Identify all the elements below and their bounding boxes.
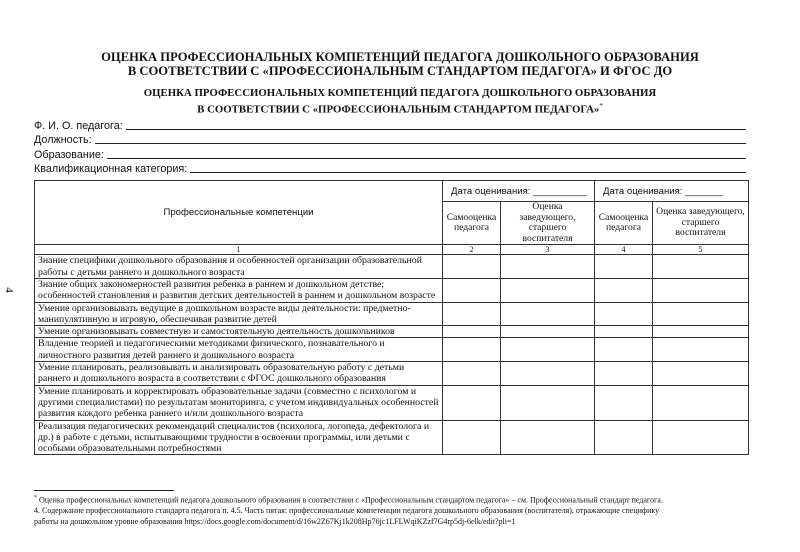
date-header-1[interactable]: Дата оценивания: __________: [443, 181, 595, 202]
score-cell[interactable]: [443, 278, 501, 302]
score-cell[interactable]: [501, 302, 595, 326]
page-number: 4: [2, 287, 15, 293]
subtitle-line-text: В СООТВЕТСТВИИ С «ПРОФЕССИОНАЛЬНЫМ СТАНДАРТОМ ПЕДАГОГА»: [197, 103, 600, 116]
column-number: 4: [595, 245, 653, 255]
table-row: [35, 326, 749, 338]
competency-text: Умение организовывать ведущие в дошкольном возрасте виды деятельности: предметно-манипулятивную и игровую, обеспечивая развитие детей: [35, 302, 443, 326]
head-assessment-header: Оценка заведующего, старшего воспитателя: [501, 202, 595, 245]
document-subtitle: [0, 87, 800, 116]
head-assessment-header: Оценка заведующего, старшего воспитателя: [653, 202, 749, 245]
score-cell[interactable]: [653, 255, 749, 279]
subtitle-line: [0, 100, 800, 116]
footnote-mark: *: [599, 101, 603, 110]
score-cell[interactable]: [443, 326, 501, 338]
footnote-separator: [34, 490, 174, 491]
footnote-link[interactable]: работы на дошкольном уровне образования https://docs.google.com/document/d/16w2Z67Kj1k208Hp76jc1LFLWqiKZzf7G4rp5dj-6elk/edit?pli=1: [34, 516, 516, 526]
score-cell[interactable]: [501, 420, 595, 455]
score-cell[interactable]: [501, 278, 595, 302]
column-number: 3: [501, 245, 595, 255]
score-cell[interactable]: [595, 385, 653, 420]
category-line[interactable]: [190, 172, 746, 173]
footnote-mark: *: [34, 495, 37, 501]
education-field[interactable]: [34, 146, 746, 161]
score-cell[interactable]: [443, 385, 501, 420]
competency-text: Знание специфики дошкольного образования и особенностей организации образовательной работы с детьми раннего и дошкольного возраста: [35, 255, 443, 279]
competency-text: Реализация педагогических рекомендаций специалистов (психолога, логопеда, дефектолога и др.) в работе с детьми, испытывающими трудности в освоении программы, или детьми с особыми образовательными потребностями: [35, 420, 443, 455]
table-row: [35, 362, 749, 386]
title-line: В СООТВЕТСТВИИ С «ПРОФЕССИОНАЛЬНЫМ СТАНДАРТОМ ПЕДАГОГА» И ФГОС ДО: [127, 64, 673, 78]
score-cell[interactable]: [653, 278, 749, 302]
score-cell[interactable]: [653, 362, 749, 386]
position-field[interactable]: [34, 132, 746, 147]
score-cell[interactable]: [443, 338, 501, 362]
score-cell[interactable]: [595, 255, 653, 279]
footnote: [34, 493, 746, 527]
score-cell[interactable]: [443, 420, 501, 455]
score-cell[interactable]: [443, 362, 501, 386]
competency-table: [34, 180, 749, 455]
fio-label: Ф. И. О. педагога:: [34, 119, 123, 132]
table-row: [35, 385, 749, 420]
score-cell[interactable]: [501, 338, 595, 362]
table-header-row: [35, 181, 749, 202]
score-cell[interactable]: [653, 420, 749, 455]
column-number: 5: [653, 245, 749, 255]
teacher-info-fields: [34, 117, 746, 175]
table-row: [35, 420, 749, 455]
self-assessment-header: Самооценка педагога: [443, 202, 501, 245]
competency-text: Умение планировать и корректировать образовательные задачи (совместно с психологом и другими специалистами) по результатам мониторинга, с учетом индивидуальных особенностей развития каждого ребенка раннего и/или дошкольного возраста: [35, 385, 443, 420]
score-cell[interactable]: [443, 255, 501, 279]
score-cell[interactable]: [595, 338, 653, 362]
column-number: 2: [443, 245, 501, 255]
fio-line[interactable]: [126, 129, 746, 130]
category-label: Квалификационная категория:: [34, 163, 188, 175]
score-cell[interactable]: [595, 302, 653, 326]
document-title: [0, 50, 800, 78]
score-cell[interactable]: [501, 362, 595, 386]
score-cell[interactable]: [501, 326, 595, 338]
fio-field[interactable]: [34, 117, 746, 132]
score-cell[interactable]: [653, 326, 749, 338]
footnote-line-1: [34, 493, 746, 506]
competency-text: Владение теорией и педагогическими методиками физического, познавательного и личностного развития детей раннего и дошкольного возраста: [35, 338, 443, 362]
score-cell[interactable]: [501, 385, 595, 420]
education-label: Образование:: [34, 148, 104, 161]
score-cell[interactable]: [653, 302, 749, 326]
subtitle-line: ОЦЕНКА ПРОФЕССИОНАЛЬНЫХ КОМПЕТЕНЦИЙ ПЕДАГОГА ДОШКОЛЬНОГО ОБРАЗОВАНИЯ: [143, 87, 657, 99]
category-field[interactable]: [34, 161, 746, 176]
column-number: 1: [35, 245, 443, 255]
competency-text: Умение организовывать совместную и самостоятельную деятельность дошкольников: [35, 326, 443, 338]
score-cell[interactable]: [501, 255, 595, 279]
education-line[interactable]: [107, 158, 746, 159]
table-row: [35, 338, 749, 362]
footnote-line-2: 4. Содержание профессионального стандарта педагога п. 4.5. Часть пятая: профессиональные компетенции педагога дошкольного образования (воспитателя), отражающие специфику: [34, 506, 660, 516]
score-cell[interactable]: [443, 302, 501, 326]
competency-text: Знание общих закономерностей развития ребенка в раннем и дошкольном детстве; особенностей становления и развития детских деятельностей в раннем и дошкольном возрасте: [35, 278, 443, 302]
position-line[interactable]: [95, 143, 746, 144]
footnote-text: Оценка профессиональных компетенций педагога дошкольного образования в соответствии с «Профессиональным стандартом педагога» – см. Профессиональный стандарт педагога.: [39, 495, 663, 505]
competencies-header: Профессиональные компетенции: [35, 181, 443, 245]
table-row: [35, 302, 749, 326]
column-number-row: [35, 245, 749, 255]
score-cell[interactable]: [595, 362, 653, 386]
score-cell[interactable]: [595, 326, 653, 338]
position-label: Должность:: [34, 134, 92, 146]
table-row: [35, 255, 749, 279]
score-cell[interactable]: [595, 278, 653, 302]
score-cell[interactable]: [653, 385, 749, 420]
table-row: [35, 278, 749, 302]
date-header-2[interactable]: Дата оценивания: _______: [595, 181, 749, 202]
score-cell[interactable]: [595, 420, 653, 455]
competency-text: Умение планировать, реализовывать и анализировать образовательную работу с детьми раннего и дошкольного возраста в соответствии с ФГОС дошкольного образования: [35, 362, 443, 386]
self-assessment-header: Самооценка педагога: [595, 202, 653, 245]
score-cell[interactable]: [653, 338, 749, 362]
title-line: ОЦЕНКА ПРОФЕССИОНАЛЬНЫХ КОМПЕТЕНЦИЙ ПЕДАГОГА ДОШКОЛЬНОГО ОБРАЗОВАНИЯ: [101, 50, 699, 64]
